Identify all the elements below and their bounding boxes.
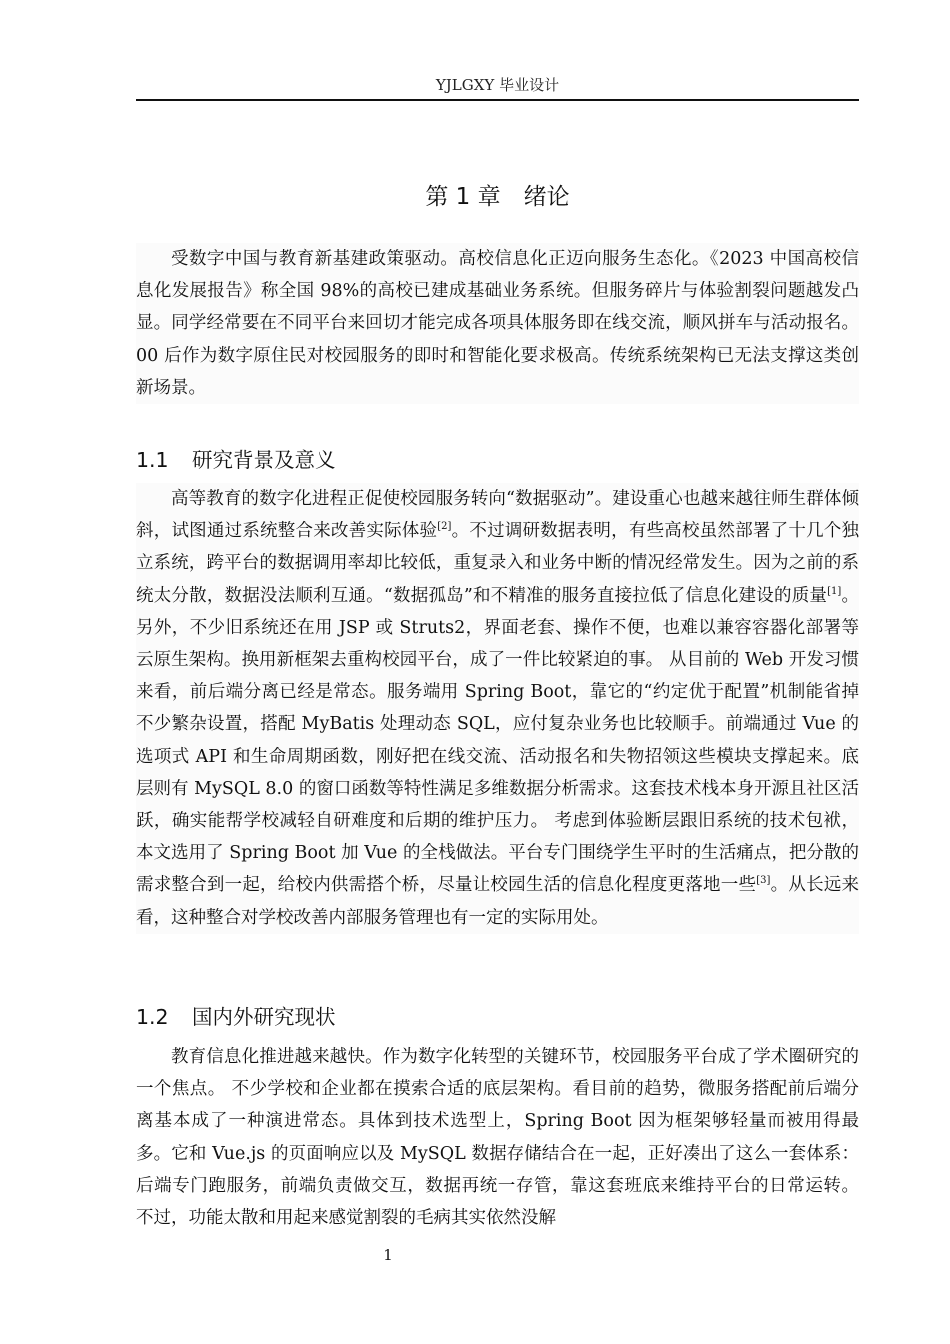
paragraph-text: 。不过调研数据表明，有些高校虽然部署了十几个独立系统，跨平台的数据调用率却比较低，重复录入和业务中断的情况经常发生。因为之前的系统太分散，数据没法顺利互通。“数据孤岛”和不精准的服务直接拉低了信息化建设的质量 [136, 521, 860, 606]
section-title: 国内外研究现状 [192, 1005, 336, 1029]
running-header: YJLGXY 毕业设计 [435, 76, 560, 94]
section-1-1-paragraph [136, 483, 859, 934]
citation: [3] [756, 875, 771, 887]
section-title: 研究背景及意义 [192, 448, 336, 472]
section-heading-1-1 [136, 443, 859, 473]
section-heading-1-2 [136, 1000, 859, 1030]
header-rule [136, 99, 859, 101]
citation: [2] [437, 521, 452, 533]
paragraph-text: 。从长远来看，这种整合对学校改善内部服务管理也有一定的实际用处。 [136, 875, 860, 928]
intro-paragraph: 受数字中国与教育新基建政策驱动。高校信息化正迈向服务生态化。《2023 中国高校信息化发展报告》称全国 98%的高校已建成基础业务系统。但服务碎片与体验割裂问题越发凸显。同学经常要在不同平台来回切才能完成各项具体服务即在线交流，顺风拼车与活动报名。00 后作为数字原住民对校园服务的即时和智能化要求极高。传统系统架构已无法支撑这类创新场景。 [136, 243, 859, 404]
page-number: 1 [383, 1246, 393, 1264]
paragraph-text: 。另外，不少旧系统还在用 JSP 或 Struts2，界面老套、操作不便，也难以兼容容器化部署等云原生架构。换用新框架去重构校园平台，成了一件比较紧迫的事。 从目前的 Web 开发习惯来看，前后端分离已经是常态。服务端用 Spring Boot，靠它的“约定优于配置”机制能省掉不少繁杂设置，搭配 MyBatis 处理动态 SQL，应付复杂业务也比较顺手。前端通过 Vue 的选项式 API 和生命周期函数，刚好把在线交流、活动报名和失物招领这些模块支撑起来。底层则有 MySQL 8.0 的窗口函数等特性满足多维数据分析需求。这套技术栈本身开源且社区活跃，确实能帮学校减轻自研难度和后期的维护压力。 考虑到体验断层跟旧系统的技术包袱，本文选用了 Spring Boot 加 Vue 的全栈做法。平台专门围绕学生平时的生活痛点，把分散的需求整合到一起，给校内供需搭个桥，尽量让校园生活的信息化程度更落地一些 [136, 585, 860, 896]
section-1-2-paragraph: 教育信息化推进越来越快。作为数字化转型的关键环节，校园服务平台成了学术圈研究的一个焦点。 不少学校和企业都在摸索合适的底层架构。看目前的趋势，微服务搭配前后端分离基本成了一种演进常态。具体到技术选型上，Spring Boot 因为框架够轻量而被用得最多。它和 Vue.js 的页面响应以及 MySQL 数据存储结合在一起，正好凑出了这么一套体系：后端专门跑服务，前端负责做交互，数据再统一存管，靠这套班底来维持平台的日常运转。 不过，功能太散和用起来感觉割裂的毛病其实依然没解 [136, 1047, 859, 1229]
section-number: 1.1 [136, 448, 169, 472]
section-number: 1.2 [136, 1005, 169, 1029]
chapter-title: 第 1 章 绪论 [425, 184, 570, 210]
citation: [1] [827, 585, 842, 597]
paragraph-text: 高等教育的数字化进程正促使校园服务转向“数据驱动”。建设重心也越来越往师生群体倾斜，试图通过系统整合来改善实际体验 [136, 489, 859, 542]
